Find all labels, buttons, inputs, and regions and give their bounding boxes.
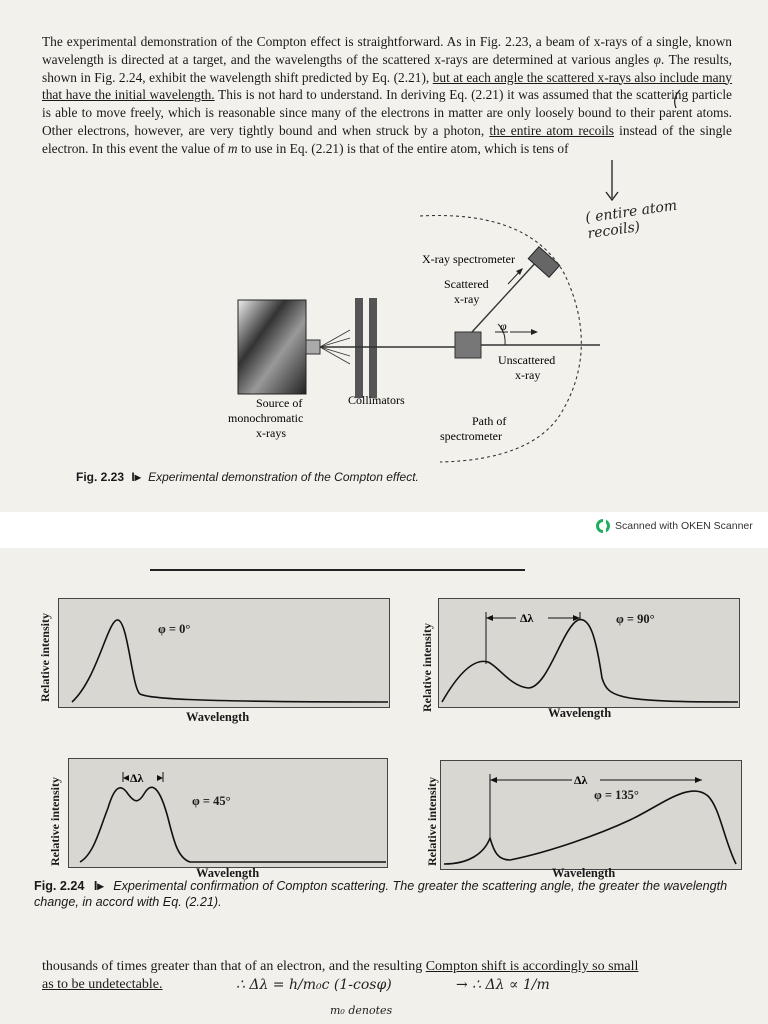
caption-text-224: Experimental confirmation of Compton scattering. The greater the scattering angle, the greater the wavelength change, in accord with Eq. (2.21). bbox=[34, 879, 728, 909]
bottom-text-line2: as to be undetectable. bbox=[42, 977, 163, 992]
xlabel-135: Wavelength bbox=[552, 866, 616, 880]
caption-number-223: Fig. 2.23 bbox=[76, 470, 125, 484]
delta-label-90: Δλ bbox=[520, 611, 534, 625]
para-underlined-2: the entire atom recoils bbox=[489, 122, 615, 138]
para-text-5: to use in Eq. (2.21) is that of the entire atom, which is tens of bbox=[237, 140, 569, 156]
ylabel-90: Relative intensity bbox=[420, 623, 434, 712]
label-source-3: x-rays bbox=[256, 426, 286, 440]
delta-label-135: Δλ bbox=[574, 773, 588, 787]
angle-label-90: φ = 90° bbox=[616, 612, 655, 626]
caption-marker-icon: I▸ bbox=[131, 470, 141, 484]
ylabel-135: Relative intensity bbox=[425, 777, 439, 866]
para-underlined: but at each angle the scattered x-rays also include many that have the initial wavelength. bbox=[42, 69, 732, 103]
para-text-3: This is not hard to understand. In deriving Eq. (2.21) it was assumed that the scattering particle is able to move freely, which is reasonable since many of the electrons in matter are only loosely bound to their parent atoms. Other electrons, however, are very tightly bound and when struck by a photon, bbox=[42, 87, 732, 138]
handwritten-note-atom: ( entire atom recoils) bbox=[584, 197, 679, 243]
ylabel-45: Relative intensity bbox=[48, 777, 62, 866]
caption-number-224: Fig. 2.24 bbox=[34, 879, 85, 893]
label-unscattered-1: Unscattered bbox=[498, 353, 556, 367]
ylabel-0: Relative intensity bbox=[38, 613, 52, 702]
collimator-2 bbox=[369, 298, 377, 398]
bottom-paragraph bbox=[42, 958, 752, 994]
scanner-text: Scanned with OKEN Scanner bbox=[615, 520, 753, 532]
label-path-1: Path of bbox=[472, 414, 507, 428]
para-text-2: . The results, shown in Fig. 2.24, exhibit the wavelength shift predicted by Eq. (2.21), bbox=[42, 51, 733, 85]
top-rule bbox=[150, 569, 525, 571]
label-source-2: monochromatic bbox=[228, 411, 304, 425]
handwritten-formula: ∴ Δλ = h/m₀c (1-cosφ) bbox=[236, 977, 392, 993]
bottom-text-a: thousands of times greater than that of an electron, and the resulting bbox=[42, 959, 426, 974]
curve-phi-45 bbox=[68, 758, 388, 868]
caption-marker-icon-2: I▸ bbox=[93, 879, 104, 893]
angle-label-0: φ = 0° bbox=[158, 622, 191, 636]
target-block bbox=[455, 332, 481, 358]
xlabel-90: Wavelength bbox=[548, 706, 612, 720]
angle-label-135: φ = 135° bbox=[594, 788, 639, 802]
scanner-watermark bbox=[596, 519, 753, 533]
handwritten-tail: → ∴ Δλ ∝ 1/m bbox=[456, 977, 550, 993]
xlabel-0: Wavelength bbox=[186, 710, 250, 724]
label-source-1: Source of bbox=[256, 396, 303, 410]
label-scattered-2: x-ray bbox=[454, 292, 480, 306]
para-m: m bbox=[227, 140, 238, 156]
curve-phi-135 bbox=[440, 760, 742, 870]
label-scattered-1: Scattered bbox=[444, 277, 489, 291]
xray-source-block bbox=[238, 300, 306, 394]
figure-2-23-caption bbox=[76, 470, 419, 484]
curve-phi-90 bbox=[438, 598, 740, 708]
curve-phi-0 bbox=[58, 598, 390, 708]
label-path-2: spectrometer bbox=[440, 429, 502, 443]
figure-2-23-diagram bbox=[60, 180, 740, 480]
label-spectrometer: X-ray spectrometer bbox=[422, 252, 515, 266]
bottom-text-underlined: Compton shift is accordingly so small bbox=[425, 959, 639, 974]
para-text-1: The experimental demonstration of the Compton effect is straightforward. As in Fig. 2.23, a beam of x-rays of a single, known wavelength is directed at a target, and the wavelengths of the scattered x-rays are determined at various angles bbox=[42, 34, 732, 67]
delta-label-45: Δλ bbox=[130, 771, 144, 785]
collimator-1 bbox=[355, 298, 363, 398]
figure-2-24-caption bbox=[34, 878, 754, 910]
handwritten-denotes: m₀ denotes bbox=[330, 1004, 393, 1017]
label-collimators: Collimators bbox=[348, 393, 405, 407]
label-phi: φ bbox=[500, 319, 507, 333]
angle-label-45: φ = 45° bbox=[192, 794, 231, 808]
xlabel-45: Wavelength bbox=[196, 866, 260, 880]
scanner-logo-icon bbox=[596, 519, 610, 533]
para-text-4: instead of the single electron. In this event the value of bbox=[42, 122, 732, 156]
para-phi: φ bbox=[653, 51, 661, 67]
label-unscattered-2: x-ray bbox=[515, 368, 541, 382]
caption-text-223: Experimental demonstration of the Compton effect. bbox=[148, 470, 419, 484]
